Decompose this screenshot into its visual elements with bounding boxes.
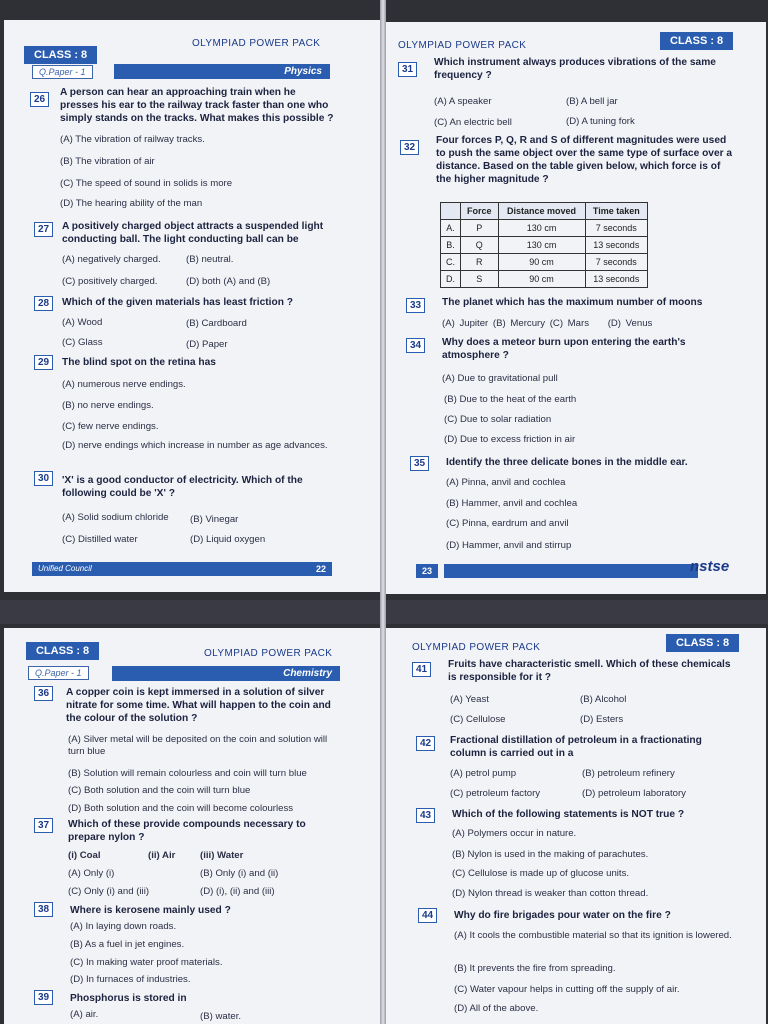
question-text: The blind spot on the retina has	[62, 357, 216, 368]
question-text: Why does a meteor burn upon entering the earth's atmosphere ?	[442, 337, 686, 361]
question-number: 33	[406, 298, 425, 313]
option-a: (A) numerous nerve endings.	[62, 379, 186, 390]
option-a: (A) In laying down roads.	[70, 921, 177, 932]
table-row	[441, 271, 648, 288]
footer-bar: Unified Council	[32, 562, 328, 576]
option-b: (B) It prevents the fire from spreading.	[454, 963, 616, 974]
option-d: (D) All of the above.	[454, 1003, 539, 1014]
option-d: (D) The hearing ability of the man	[60, 198, 203, 209]
table-row	[441, 254, 648, 271]
table-cell: P	[461, 220, 498, 237]
class-badge: CLASS : 8	[660, 32, 733, 50]
book-title: OLYMPIAD POWER PACK	[412, 642, 541, 653]
question-number: 39	[34, 990, 53, 1005]
table-row	[441, 220, 648, 237]
option-b: (B) Vinegar	[190, 514, 239, 525]
option-d: (D) Both solution and the coin will become colourless	[68, 803, 294, 814]
table-row	[441, 237, 648, 254]
option-a: (A) Only (i)	[68, 868, 115, 879]
paper-label: Q.Paper - 1	[28, 666, 89, 680]
option-d: (D) Liquid oxygen	[190, 534, 266, 545]
class-badge: CLASS : 8	[666, 634, 739, 652]
question-number: 43	[416, 808, 435, 823]
table-cell: 90 cm	[498, 254, 585, 271]
question-number: 35	[410, 456, 429, 471]
option-c: (C) In making water proof materials.	[70, 957, 223, 968]
question-number: 30	[34, 471, 53, 486]
option-d: (D) In furnaces of industries.	[70, 974, 191, 985]
page-25	[384, 628, 766, 1024]
table-cell: 7 seconds	[585, 254, 647, 271]
question-text: Fractional distillation of petroleum in a fractionating column is carried out in a	[450, 735, 702, 759]
option-c: (C) Glass	[62, 337, 103, 348]
table-cell: C.	[441, 254, 461, 271]
question-number: 29	[34, 355, 53, 370]
option-b: (B) petroleum refinery	[582, 768, 675, 779]
table-cell: D.	[441, 271, 461, 288]
question-text: Four forces P, Q, R and S of different magnitudes were used to push the same object over the same type of surface over a distance. Based on the table given below, which force is of the higher magnitude ?	[436, 135, 733, 185]
option-a: (A) Yeast	[450, 694, 489, 705]
option-d: (D) A tuning fork	[566, 116, 635, 127]
option-d: (D) Paper	[186, 339, 228, 350]
footer-bar	[444, 564, 698, 578]
option-b: (B) Cardboard	[186, 318, 247, 329]
table-cell: Q	[461, 237, 498, 254]
option-c: (C) The speed of sound in solids is more	[60, 178, 233, 189]
question-text: Which of these provide compounds necessary to prepare nylon ?	[68, 819, 306, 843]
question-text: Fruits have characteristic smell. Which of these chemicals is responsible for it ?	[448, 659, 731, 683]
table-cell: B.	[441, 237, 461, 254]
option-a: (A) Polymers occur in nature.	[452, 828, 577, 839]
option-d: (D) (i), (ii) and (iii)	[200, 886, 275, 897]
option-a: (A) Jupiter	[442, 318, 489, 329]
force-table	[440, 202, 648, 288]
option-a: (A) Silver metal will be deposited on the coin and solution will turn blue	[68, 734, 328, 757]
option-a: (A) Due to gravitational pull	[442, 373, 558, 384]
option-d: (D) nerve endings which increase in number as age advances.	[62, 440, 328, 451]
book-title: OLYMPIAD POWER PACK	[192, 38, 321, 49]
question-text: A person can hear an approaching train when he presses his ear to the railway track faster than one who simply stands on the tracks. What makes this possible ?	[60, 87, 334, 124]
table-cell: 13 seconds	[585, 271, 647, 288]
option-d: (D) Nylon thread is weaker than cotton thread.	[452, 888, 649, 899]
option-a: (A) Pinna, anvil and cochlea	[446, 477, 566, 488]
question-number: 44	[418, 908, 437, 923]
page-number: 23	[416, 564, 438, 578]
question-number: 32	[400, 140, 419, 155]
option-b: (B) Nylon is used in the making of parachutes.	[452, 849, 649, 860]
option-a: (A) negatively charged.	[62, 254, 161, 265]
table-header: Time taken	[585, 203, 647, 220]
option-c: (C) Distilled water	[62, 534, 138, 545]
option-b: (B) no nerve endings.	[62, 400, 154, 411]
table-cell: R	[461, 254, 498, 271]
option-a: (A) air.	[70, 1009, 99, 1020]
table-cell: 130 cm	[498, 220, 585, 237]
option-a: (A) A speaker	[434, 96, 492, 107]
option-c: (C) Water vapour helps in cutting off the supply of air.	[454, 984, 680, 995]
option-d: (D) Venus	[607, 318, 653, 329]
item-iii: (iii) Water	[200, 850, 244, 861]
option-b: (B) Solution will remain colourless and coin will turn blue	[68, 768, 307, 779]
table-header	[441, 203, 461, 220]
question-text: 'X' is a good conductor of electricity. Which of the following could be 'X' ?	[62, 475, 303, 499]
option-c: (C) Cellulose is made up of glucose units.	[452, 868, 630, 879]
question-text: A copper coin is kept immersed in a solution of silver nitrate for some time. What will happen to the coin and the colour of the solution ?	[66, 687, 331, 724]
option-b: (B) Mercury	[492, 318, 546, 329]
question-number: 26	[30, 92, 49, 107]
option-d: (D) Esters	[580, 714, 624, 725]
question-number: 31	[398, 62, 417, 77]
option-a: (A) Wood	[62, 317, 103, 328]
option-c: (C) An electric bell	[434, 117, 512, 128]
paper-label: Q.Paper - 1	[32, 65, 93, 79]
option-c: (C) Only (i) and (iii)	[68, 886, 150, 897]
page-22	[4, 20, 382, 592]
question-text: A positively charged object attracts a suspended light conducting ball. The light conducting ball can be	[62, 221, 324, 245]
option-c: (C) petroleum factory	[450, 788, 541, 799]
option-d: (D) both (A) and (B)	[186, 276, 271, 287]
class-badge: CLASS : 8	[26, 642, 99, 660]
table-header: Force	[461, 203, 498, 220]
question-number: 38	[34, 902, 53, 917]
question-text: Which of the given materials has least friction ?	[62, 297, 293, 308]
option-c: (C) Pinna, eardrum and anvil	[446, 518, 569, 529]
option-b: (B) Hammer, anvil and cochlea	[446, 498, 578, 509]
option-a: (A) It cools the combustible material so that its ignition is lowered.	[454, 930, 732, 941]
table-cell: 130 cm	[498, 237, 585, 254]
question-number: 42	[416, 736, 435, 751]
option-a: (A) The vibration of railway tracks.	[60, 134, 205, 145]
table-cell: S	[461, 271, 498, 288]
table-cell: 13 seconds	[585, 237, 647, 254]
option-d: (D) Hammer, anvil and stirrup	[446, 540, 572, 551]
option-b: (B) As a fuel in jet engines.	[70, 939, 185, 950]
question-text: Phosphorus is stored in	[70, 993, 187, 1004]
item-i: (i) Coal	[68, 850, 101, 861]
option-b: (B) neutral.	[186, 254, 234, 265]
page-23	[384, 22, 766, 594]
subject-banner: Physics	[114, 64, 330, 79]
option-b: (B) The vibration of air	[60, 156, 155, 167]
table-header: Distance moved	[498, 203, 585, 220]
question-text: Which of the following statements is NOT true ?	[452, 809, 685, 820]
page-number: 22	[310, 562, 332, 576]
table-cell: A.	[441, 220, 461, 237]
nstse-logo: nstse	[690, 558, 730, 575]
question-number: 37	[34, 818, 53, 833]
options-row	[442, 318, 742, 330]
question-number: 41	[412, 662, 431, 677]
table-cell: 90 cm	[498, 271, 585, 288]
page-24	[4, 628, 382, 1024]
option-c: (C) few nerve endings.	[62, 421, 159, 432]
book-spine	[380, 0, 386, 1024]
subject-banner: Chemistry	[112, 666, 340, 681]
question-number: 27	[34, 222, 53, 237]
question-number: 36	[34, 686, 53, 701]
option-c: (C) Due to solar radiation	[444, 414, 552, 425]
option-d: (D) Due to excess friction in air	[444, 434, 576, 445]
option-c: (C) Mars	[549, 318, 590, 329]
item-ii: (ii) Air	[148, 850, 176, 861]
option-b: (B) Only (i) and (ii)	[200, 868, 279, 879]
question-text: Identify the three delicate bones in the middle ear.	[446, 457, 688, 468]
option-d: (D) petroleum laboratory	[582, 788, 686, 799]
option-b: (B) Due to the heat of the earth	[444, 394, 577, 405]
option-a: (A) petrol pump	[450, 768, 517, 779]
option-c: (C) Both solution and the coin will turn blue	[68, 785, 251, 796]
book-title: OLYMPIAD POWER PACK	[204, 648, 333, 659]
option-b: (B) Alcohol	[580, 694, 627, 705]
option-b: (B) A bell jar	[566, 96, 618, 107]
question-text: Which instrument always produces vibrations of the same frequency ?	[434, 57, 716, 81]
question-number: 28	[34, 296, 53, 311]
table-cell: 7 seconds	[585, 220, 647, 237]
table-header-row	[441, 203, 648, 220]
option-c: (C) positively charged.	[62, 276, 158, 287]
book-title: OLYMPIAD POWER PACK	[398, 40, 527, 51]
question-number: 34	[406, 338, 425, 353]
option-c: (C) Cellulose	[450, 714, 506, 725]
question-text: The planet which has the maximum number of moons	[442, 297, 703, 308]
question-text: Where is kerosene mainly used ?	[70, 905, 231, 916]
question-text: Why do fire brigades pour water on the fire ?	[454, 910, 671, 921]
option-b: (B) water.	[200, 1011, 242, 1022]
option-a: (A) Solid sodium chloride	[62, 512, 169, 523]
class-badge: CLASS : 8	[24, 46, 97, 64]
